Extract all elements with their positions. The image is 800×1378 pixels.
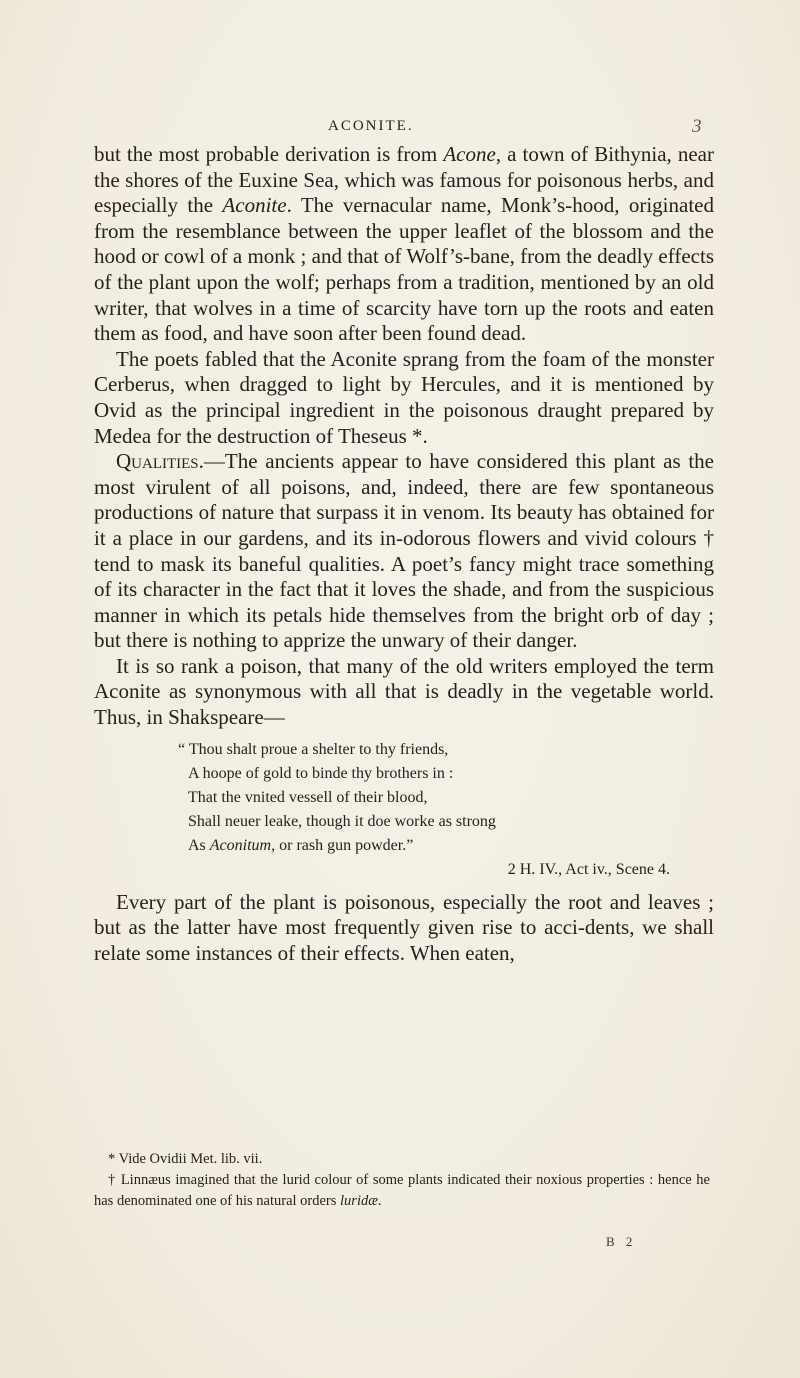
section-heading-qualities: Qualities. [116,449,204,474]
verse-line: A hoope of gold to binde thy brothers in : [188,764,454,782]
page-number: 3 [692,116,702,137]
paragraph-poets: The poets fabled that the Aconite sprang from the foam of the monster Cerberus, when dragged to light by Hercules, and it is mentioned by Ovid as the principal ingredient in the poisonous draught prepared by Medea for the destruction of Theseus *. [94,346,714,448]
paragraph-rank-poison: It is so rank a poison, that many of the old writers employed the term Aconite as synonymous with all that is deadly in the vegetable world. Thus, in Shakspeare— [94,653,714,730]
italic-aconite: Aconite [222,193,287,218]
verse-line: That the vnited vessell of their blood, [188,788,428,806]
running-head [0,118,800,142]
paragraph-derivation: but the most probable derivation is from Acone, a town of Bithynia, near the shores of the Euxine Sea, which was famous for poisonous herbs, and especially the Aconite. The vernacular name, Monk’s-hood, originated from the resemblance between the upper leaflet of the blossom and the hood or cowl of a monk ; and that of Wolf’s-bane, from the deadly effects of the plant upon the wolf; perhaps from a tradition, mentioned by an old writer, that wolves in a time of scarcity have torn up the roots and eaten them as food, and have soon after been found dead. [94,142,714,346]
verse-line: Shall neuer leake, though it doe worke as strong [188,812,496,830]
verse-line: As Aconitum, or rash gun powder.” [188,836,414,854]
verse-citation: 2 H. IV., Act iv., Scene 4. [507,860,670,878]
footnote-ovid: * Vide Ovidii Met. lib. vii. [108,1151,263,1167]
italic-acone: Acone [443,142,496,166]
signature-mark: B 2 [606,1234,637,1249]
footnotes [94,1149,710,1212]
footnote-linnaeus: † Linnæus imagined that the lurid colour of some plants indicated their noxious properties : hence he has denominated one of his natural orders luridæ. [94,1172,710,1209]
running-title: ACONITE. [328,118,414,134]
body-text [94,142,714,966]
shakespeare-quotation [178,738,714,882]
paragraph-every-part: Every part of the plant is poisonous, especially the root and leaves ; but as the latter have most frequently given rise to acci-dents, we shall relate some instances of their effects. When eaten, [94,889,714,965]
paragraph-qualities: Qualities.—The ancients appear to have considered this plant as the most virulent of all poisons, and, indeed, there are few spontaneous productions of nature that surpass it in venom. Its beauty has obtained for it a place in our gardens, and its in-odorous flowers and vivid colours † tend to mask its baneful qualities. A poet’s fancy might trace something of its character in the fact that it loves the shade, and from the suspicious manner in which its petals hide themselves from the bright orb of day ; but there is nothing to apprize the unwary of their danger. [94,449,714,653]
verse-line: “ Thou shalt proue a shelter to thy friends, [178,740,449,758]
